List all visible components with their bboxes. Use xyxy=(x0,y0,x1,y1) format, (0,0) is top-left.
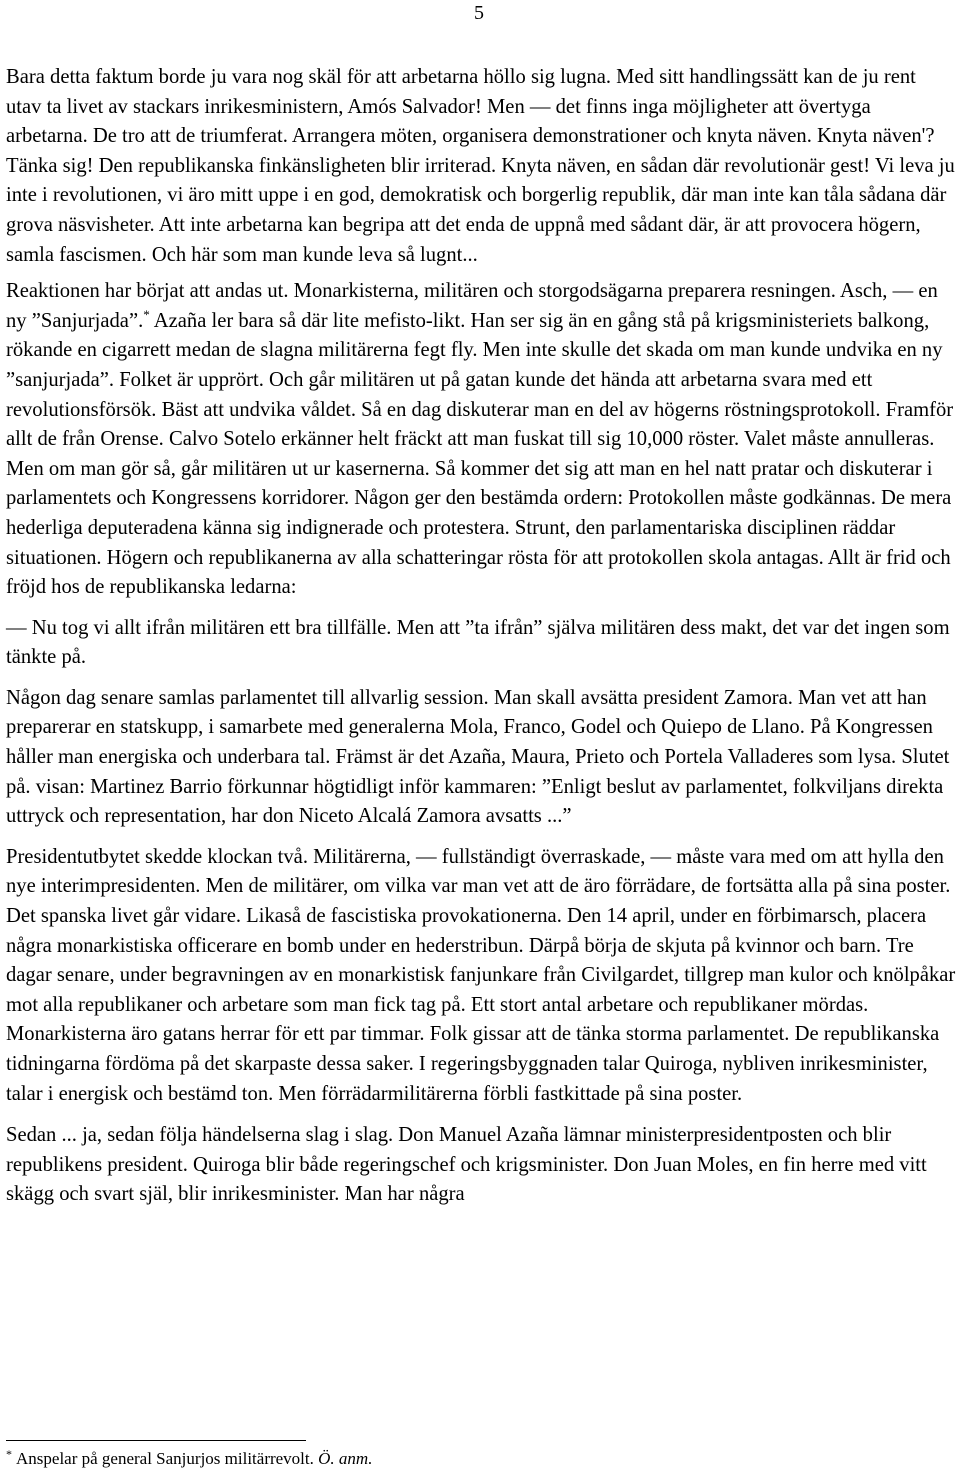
footnote-attribution: Ö. anm. xyxy=(318,1449,373,1468)
footnote-divider xyxy=(6,1440,306,1441)
paragraph-text: Azaña ler bara så där lite mefisto-likt. Han ser sig än en gång stå på krigsministeriets balkong, rökande en cigarrett medan de slagna militärerna fegt fly. Men inte skulle det skada om man kunde undvika en ny ”sanjurjada”. Folket är upprört. Och går militären ut på gatan kunde det hända att arbetarna svara med ett revolutionsförsök. Bäst att undvika våldet. Så en dag diskuterar man en del av högerns röstningsprotokoll. Framför allt de från Orense. Calvo Sotelo erkänner helt fräckt att man fuskat till sig 10,000 röster. Valet måste annulleras. Men om man gör så, går militären ut ur kasernerna. Så kommer det sig att man en hel natt pratar och diskuterar i parlamentets och Kongressens korridorer. Någon ger den bestämda ordern: Protokollen måste godkännas. De mera hederliga deputeradena känna sig indignerade och protestera. Strunt, den parlamentariska disciplinen räddar situationen. Högern och republikanerna av alla schatteringar rösta för att protokollen skola antagas. Allt är frid och fröjd hos de republikanska ledarna: xyxy=(6,309,954,599)
body-text xyxy=(6,63,956,1210)
paragraph xyxy=(6,277,956,603)
footnote-text: Anspelar på general Sanjurjos militärrevolt. xyxy=(16,1449,319,1468)
paragraph: Någon dag senare samlas parlamentet till allvarlig session. Man skall avsätta president Zamora. Man vet att han preparerar en statskupp, i samarbete med generalerna Mola, Franco, Godel och Quiepo de Llano. På Kongressen håller man energiska och underbara tal. Främst är det Azaña, Maura, Prieto och Portela Valladeres som lysa. Slutet på. visan: Martinez Barrio förkunnar högtidligt inför kammaren: ”Enligt beslut av parlamentet, folkviljans direkta uttryck och representation, har don Niceto Alcalá Zamora avsatts ...” xyxy=(6,686,950,828)
footnote xyxy=(6,1448,372,1470)
page-number: 5 xyxy=(474,2,484,24)
paragraph: Sedan ... ja, sedan följa händelserna slag i slag. Don Manuel Azaña lämnar ministerpresidentposten och blir republikens president. Quiroga blir både regeringschef och krigsminister. Don Juan Moles, en fin herre med vitt skägg och svart själ, blir inrikesminister. Man har några xyxy=(6,1124,927,1206)
paragraph: Presidentutbytet skedde klockan två. Militärerna, — fullständigt överraskade, — måste vara med om att hylla den nye interimpresidenten. Men de militärer, om vilka var man vet att de äro förrädare, de fortsätta alla på sina poster. Det spanska livet går vidare. Likaså de fascistiska provokationerna. Den 14 april, under en förbimarsch, placera några monarkistiska officerare en bomb under en hederstribun. Därpå börja de skjuta på kvinnor och barn. Tre dagar senare, under begravningen av en monarkistisk fanjunkare från Civilgardet, tillgrep man kulor och knölpåkar mot alla republikaner och arbetare som man fick tag på. Ett stort antal arbetare och republikaner mördas. Monarkisterna äro gatans herrar för ett par timmar. Folk gissar att de tänka storma parlamentet. De republikanska tidningarna fördöma på det skarpaste dessa saker. I regeringsbyggnaden talar Quiroga, nybliven inrikesminister, talar i energisk och bestämd ton. Men förrädarmilitärerna förbli fastkittade på sina poster. xyxy=(6,845,956,1105)
footnote-reference: * xyxy=(143,306,150,322)
paragraph-text: Reaktionen har börjat att andas ut. Monarkisterna, militären och storgodsägarna preparera resningen. Asch, — en ny ”Sanjurjada”. xyxy=(6,280,938,332)
paragraph: — Nu tog vi allt ifrån militären ett bra tillfälle. Men att ”ta ifrån” själva militären dess makt, det var det ingen som tänkte på. xyxy=(6,616,950,669)
paragraph: Bara detta faktum borde ju vara nog skäl för att arbetarna höllo sig lugna. Med sitt handlingssätt kan de ju rent utav ta livet av stackars inrikesministern, Amós Salvador! Men — det finns inga möjligheter att övertyga arbetarna. De tro att de triumferat. Arrangera möten, organisera demonstrationer och knyta näven. Knyta näven'? Tänka sig! Den republikanska finkänsligheten blir irriterad. Knyta näven, en sådan där revolutionär gest! Vi leva ju inte i revolutionen, vi äro mitt uppe i en god, demokratisk och borgerlig republik, där man inte kan tåla sådana där grova näsvisheter. Att inte arbetarna kan begripa att det enda de uppnå med sådant där, är att provocera högern, samla fascismen. Och här som man kunde leva så lugnt... xyxy=(6,66,955,266)
footnote-mark: * xyxy=(6,1447,12,1461)
